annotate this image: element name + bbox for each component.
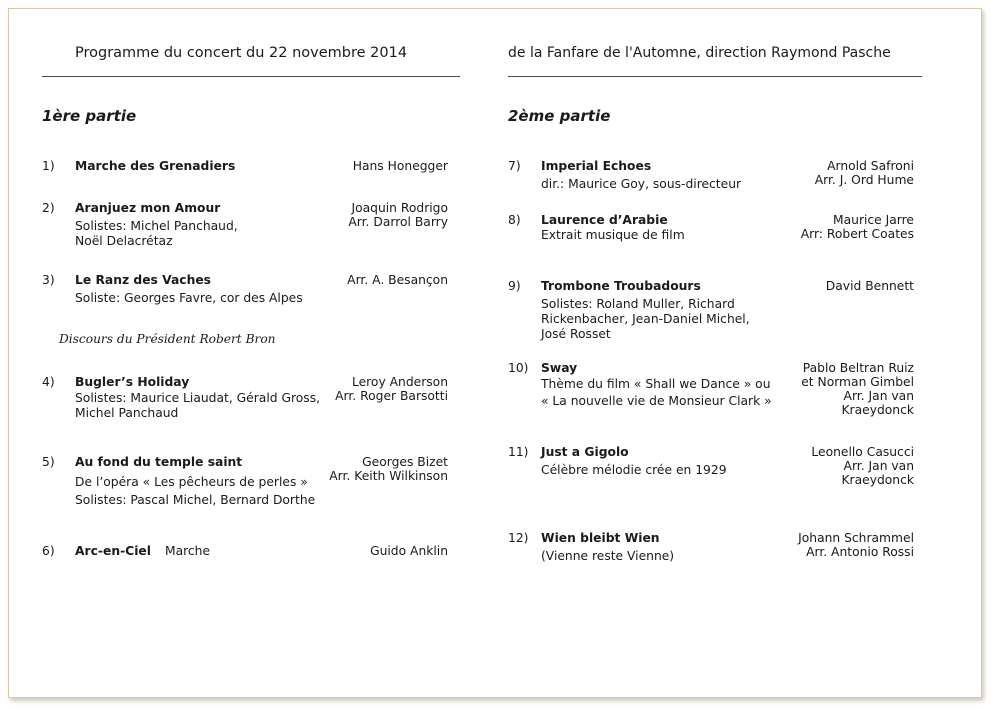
item-title: Laurence d’Arabie (541, 213, 668, 227)
item-composer: Leroy Anderson Arr. Roger Barsotti (335, 375, 448, 403)
program-item-6 (42, 544, 448, 564)
part2-title: 2ème partie (508, 107, 611, 125)
program-item-3 (42, 273, 448, 309)
item-number: 5) (42, 455, 55, 469)
item-description: De l’opéra « Les pêcheurs de perles » Solistes: Pascal Michel, Bernard Dorthe (75, 475, 316, 507)
part1-title: 1ère partie (42, 107, 137, 125)
item-title: Au fond du temple saint (75, 455, 243, 469)
speech-note: Discours du Président Robert Bron (59, 332, 276, 346)
item-title: Bugler’s Holiday (75, 375, 190, 389)
item-description: Solistes: Michel Panchaud, Noël Delacrétaz (75, 219, 238, 248)
item-title: Wien bleibt Wien (541, 531, 660, 545)
item-composer: Hans Honegger (352, 159, 448, 173)
item-composer: Pablo Beltran Ruiz et Norman Gimbel Arr. Jan van Kraeydonck (801, 361, 914, 417)
program-item-7 (508, 159, 914, 195)
item-number: 4) (42, 375, 55, 389)
item-title: Imperial Echoes (541, 159, 652, 173)
item-composer: Guido Anklin (370, 544, 448, 558)
program-item-11 (508, 445, 914, 491)
item-number: 9) (508, 279, 521, 293)
program-item-12 (508, 531, 914, 567)
item-number: 2) (42, 201, 55, 215)
item-title: Arc-en-Ciel (75, 544, 151, 558)
item-note: Marche (164, 544, 211, 558)
item-description: Soliste: Georges Favre, cor des Alpes (75, 291, 303, 305)
program-item-5 (42, 455, 448, 505)
program-item-10 (508, 361, 914, 423)
item-title: Sway (541, 361, 578, 375)
item-number: 12) (508, 531, 529, 545)
item-description: (Vienne reste Vienne) (541, 549, 675, 563)
header-right: de la Fanfare de l'Automne, direction Raymond Pasche (508, 45, 891, 61)
header-left: Programme du concert du 22 novembre 2014 (75, 45, 408, 61)
item-description: Solistes: Maurice Liaudat, Gérald Gross, Michel Panchaud (75, 391, 321, 420)
item-composer: Leonello Casucci Arr. Jan van Kraeydonck (811, 445, 914, 487)
program-item-4 (42, 375, 448, 423)
item-number: 11) (508, 445, 529, 459)
item-description: Extrait musique de film (541, 228, 685, 242)
program-page (8, 8, 982, 698)
item-composer: Georges Bizet Arr. Keith Wilkinson (329, 455, 448, 483)
item-composer: Maurice Jarre Arr: Robert Coates (800, 213, 914, 241)
item-title: Le Ranz des Vaches (75, 273, 212, 287)
program-item-2 (42, 201, 448, 251)
program-item-9 (508, 279, 914, 341)
item-composer: Joaquin Rodrigo Arr. Darrol Barry (348, 201, 448, 229)
item-number: 6) (42, 544, 55, 558)
item-number: 3) (42, 273, 55, 287)
item-title: Just a Gigolo (541, 445, 629, 459)
item-composer: Arr. A. Besançon (347, 273, 448, 287)
item-title-wrap (75, 544, 210, 559)
item-composer: Johann Schrammel Arr. Antonio Rossi (798, 531, 914, 559)
item-number: 7) (508, 159, 521, 173)
item-description: Thème du film « Shall we Dance » ou « La nouvelle vie de Monsieur Clark » (541, 377, 772, 408)
program-item-8 (508, 213, 914, 247)
item-description: Célèbre mélodie crée en 1929 (541, 463, 727, 477)
divider-left (42, 76, 460, 77)
divider-right (508, 76, 922, 77)
program-item-1 (42, 159, 448, 179)
item-description: dir.: Maurice Goy, sous-directeur (541, 177, 742, 191)
item-number: 10) (508, 361, 529, 375)
item-composer: Arnold Safroni Arr. J. Ord Hume (814, 159, 914, 187)
item-composer: David Bennett (825, 279, 914, 293)
item-description: Solistes: Roland Muller, Richard Rickenbacher, Jean-Daniel Michel, José Rosset (541, 297, 750, 341)
item-title: Trombone Troubadours (541, 279, 701, 293)
item-title: Aranjuez mon Amour (75, 201, 221, 215)
item-title: Marche des Grenadiers (75, 159, 236, 173)
item-number: 1) (42, 159, 55, 173)
item-number: 8) (508, 213, 521, 227)
